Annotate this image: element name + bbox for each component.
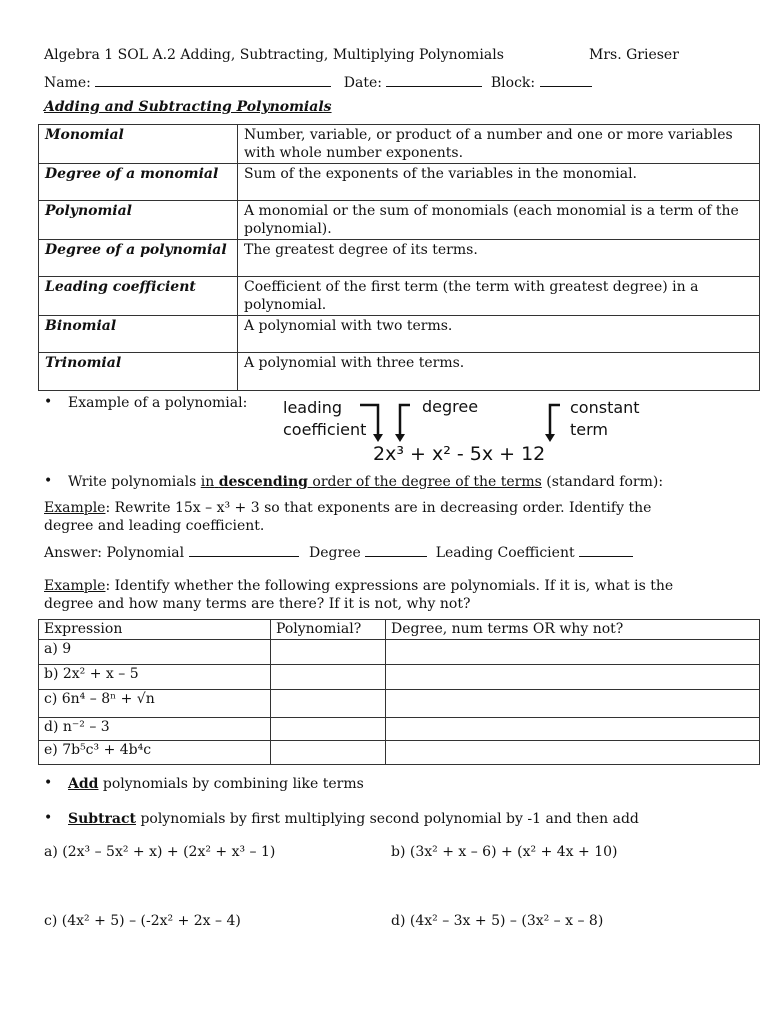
definition-row bbox=[39, 240, 760, 277]
column-header: Degree, num terms OR why not? bbox=[386, 620, 760, 640]
example-label: Example bbox=[44, 500, 106, 516]
polynomial-answer-cell[interactable] bbox=[271, 665, 386, 690]
degree-answer-cell[interactable] bbox=[386, 690, 760, 718]
descending-pre: Write polynomials bbox=[68, 474, 197, 490]
leading-coefficient-blank[interactable] bbox=[579, 544, 633, 557]
column-header: Expression bbox=[39, 620, 271, 640]
example1-text: : Rewrite 15x – x³ + 3 so that exponents are in decreasing order. Identify the bbox=[105, 500, 652, 516]
definition-term: Degree of a monomial bbox=[39, 164, 238, 201]
definition-text: A polynomial with three terms. bbox=[238, 353, 760, 391]
expression-cell: d) n⁻² – 3 bbox=[39, 718, 271, 741]
problem-c: c) (4x² + 5) – (-2x² + 2x – 4) bbox=[44, 913, 241, 929]
degree-blank[interactable] bbox=[365, 544, 427, 557]
answer-polynomial-label: Answer: Polynomial bbox=[44, 545, 185, 561]
definition-row bbox=[39, 316, 760, 353]
problem-a: a) (2x³ – 5x² + x) + (2x² + x³ – 1) bbox=[44, 844, 276, 860]
polynomial-blank[interactable] bbox=[189, 544, 299, 557]
term-label: term bbox=[570, 420, 608, 439]
name-label: Name: bbox=[44, 75, 91, 91]
bullet-icon: • bbox=[44, 810, 53, 826]
definition-term: Leading coefficient bbox=[39, 277, 238, 316]
name-blank[interactable] bbox=[95, 74, 331, 87]
degree-answer-cell[interactable] bbox=[386, 665, 760, 690]
date-label: Date: bbox=[343, 75, 382, 91]
annotation-arrows-icon bbox=[360, 400, 560, 448]
worksheet-title: Algebra 1 SOL A.2 Adding, Subtracting, Multiplying Polynomials bbox=[44, 47, 504, 63]
table-row bbox=[39, 665, 760, 690]
subtract-rule bbox=[68, 811, 639, 827]
constant-label: constant bbox=[570, 398, 640, 417]
subtract-bold: Subtract bbox=[68, 811, 136, 827]
add-bold: Add bbox=[68, 776, 99, 792]
teacher-name: Mrs. Grieser bbox=[589, 47, 679, 63]
degree-answer-cell[interactable] bbox=[386, 640, 760, 665]
table-header-row bbox=[39, 620, 760, 640]
definition-text: Number, variable, or product of a number and one or more variables with whole number exponents. bbox=[238, 125, 760, 164]
example2-line2: degree and how many terms are there? If it is not, why not? bbox=[44, 596, 471, 612]
example2-line1 bbox=[44, 578, 673, 594]
leading-label: leading bbox=[283, 398, 342, 417]
table-row bbox=[39, 640, 760, 665]
add-text: polynomials by combining like terms bbox=[102, 776, 364, 792]
example2-text: : Identify whether the following expressions are polynomials. If it is, what is the bbox=[105, 578, 674, 594]
descending-bold: descending bbox=[218, 474, 308, 490]
block-label: Block: bbox=[490, 75, 536, 91]
degree-answer-label: Degree bbox=[309, 545, 361, 561]
definition-text: The greatest degree of its terms. bbox=[238, 240, 760, 277]
definition-row bbox=[39, 164, 760, 201]
degree-answer-cell[interactable] bbox=[386, 718, 760, 741]
section-heading: Adding and Subtracting Polynomials bbox=[44, 99, 332, 115]
table-row bbox=[39, 718, 760, 741]
degree-label: degree bbox=[422, 397, 479, 416]
expressions-table bbox=[38, 619, 760, 765]
bullet-icon: • bbox=[44, 473, 53, 489]
example-polynomial-expression: 2x³ + x² - 5x + 12 bbox=[373, 443, 546, 465]
polynomial-answer-cell[interactable] bbox=[271, 741, 386, 765]
polynomial-answer-cell[interactable] bbox=[271, 718, 386, 741]
column-header: Polynomial? bbox=[271, 620, 386, 640]
table-row bbox=[39, 741, 760, 765]
block-blank[interactable] bbox=[540, 74, 592, 87]
definition-row bbox=[39, 277, 760, 316]
definition-text: Coefficient of the first term (the term with greatest degree) in a polynomial. bbox=[238, 277, 760, 316]
definitions-table bbox=[38, 124, 760, 391]
definition-term: Polynomial bbox=[39, 201, 238, 240]
expression-cell: e) 7b⁵c³ + 4b⁴c bbox=[39, 741, 271, 765]
definition-text: A monomial or the sum of monomials (each monomial is a term of the polynomial). bbox=[238, 201, 760, 240]
example-label: Example bbox=[44, 578, 106, 594]
leading-coefficient-label: Leading Coefficient bbox=[435, 545, 575, 561]
descending-post: (standard form): bbox=[546, 474, 664, 490]
subtract-text: polynomials by first multiplying second polynomial by -1 and then add bbox=[140, 811, 639, 827]
date-blank[interactable] bbox=[386, 74, 482, 87]
descending-in: in bbox=[200, 474, 215, 490]
expression-cell: c) 6n⁴ – 8ⁿ + √n bbox=[39, 690, 271, 718]
descending-mid: order of the degree of the terms bbox=[312, 474, 542, 490]
bullet-icon: • bbox=[44, 775, 53, 791]
expression-cell: a) 9 bbox=[39, 640, 271, 665]
problem-d: d) (4x² – 3x + 5) – (3x² – x – 8) bbox=[391, 913, 604, 929]
descending-rule bbox=[68, 474, 663, 490]
problem-b: b) (3x² + x – 6) + (x² + 4x + 10) bbox=[391, 844, 618, 860]
bullet-icon: • bbox=[44, 394, 53, 410]
definition-term: Degree of a polynomial bbox=[39, 240, 238, 277]
definition-text: A polynomial with two terms. bbox=[238, 316, 760, 353]
example1-line2: degree and leading coefficient. bbox=[44, 518, 265, 534]
definition-term: Monomial bbox=[39, 125, 238, 164]
definition-term: Binomial bbox=[39, 316, 238, 353]
add-rule bbox=[68, 776, 364, 792]
example-poly-label: Example of a polynomial: bbox=[68, 395, 248, 411]
coefficient-label: coefficient bbox=[283, 420, 367, 439]
example1-line1 bbox=[44, 500, 651, 516]
expression-cell: b) 2x² + x – 5 bbox=[39, 665, 271, 690]
name-row bbox=[44, 74, 592, 91]
definition-term: Trinomial bbox=[39, 353, 238, 391]
definition-row bbox=[39, 353, 760, 391]
answer-row bbox=[44, 544, 633, 561]
definition-row bbox=[39, 201, 760, 240]
definition-row bbox=[39, 125, 760, 164]
table-row bbox=[39, 690, 760, 718]
degree-answer-cell[interactable] bbox=[386, 741, 760, 765]
definition-text: Sum of the exponents of the variables in the monomial. bbox=[238, 164, 760, 201]
polynomial-answer-cell[interactable] bbox=[271, 690, 386, 718]
polynomial-answer-cell[interactable] bbox=[271, 640, 386, 665]
